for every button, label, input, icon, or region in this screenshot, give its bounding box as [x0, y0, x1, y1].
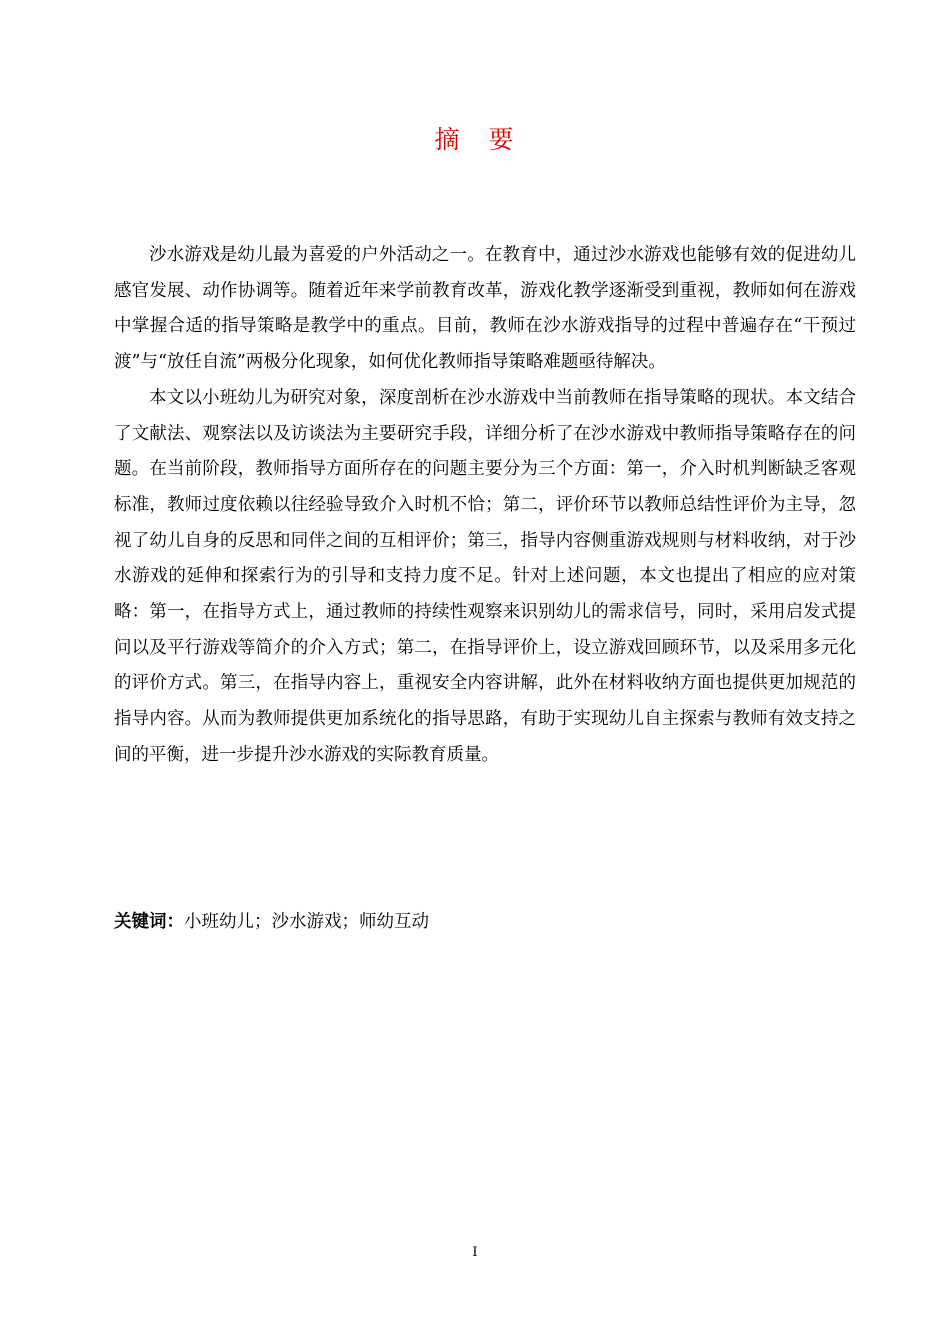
page-number: I: [472, 1245, 478, 1260]
keywords-label: 关键词：: [114, 912, 184, 932]
abstract-title: 摘 要: [434, 125, 516, 154]
keywords-line: [114, 906, 856, 938]
abstract-paragraph-2: 本文以小班幼儿为研究对象，深度剖析在沙水游戏中当前教师在指导策略的现状。本文结合了文献法、观察法以及访谈法为主要研究手段，详细分析了在沙水游戏中教师指导策略存在的问题。在当前阶段，教师指导方面所存在的问题主要分为三个方面：第一，介入时机判断缺乏客观标准，教师过度依赖以往经验导致介入时机不恰；第二，评价环节以教师总结性评价为主导，忽视了幼儿自身的反思和同伴之间的互相评价；第三，指导内容侧重游戏规则与材料收纳，对于沙水游戏的延伸和探索行为的引导和支持力度不足。针对上述问题，本文也提出了相应的应对策略：第一，在指导方式上，通过教师的持续性观察来识别幼儿的需求信号，同时，采用启发式提问以及平行游戏等简介的介入方式；第二，在指导评价上，设立游戏回顾环节，以及采用多元化的评价方式。第三，在指导内容上，重视安全内容讲解，此外在材料收纳方面也提供更加规范的指导内容。从而为教师提供更加系统化的指导思路，有助于实现幼儿自主探索与教师有效支持之间的平衡，进一步提升沙水游戏的实际教育质量。: [114, 387, 856, 765]
keywords-value: 小班幼儿；沙水游戏；师幼互动: [184, 912, 429, 932]
abstract-body: [114, 238, 856, 774]
abstract-paragraph-1: 沙水游戏是幼儿最为喜爱的户外活动之一。在教育中，通过沙水游戏也能够有效的促进幼儿感官发展、动作协调等。随着近年来学前教育改革，游戏化教学逐渐受到重视，教师如何在游戏中掌握合适的指导策略是教学中的重点。目前，教师在沙水游戏指导的过程中普遍存在“干预过渡”与“放任自流”两极分化现象，如何优化教师指导策略难题亟待解决。: [114, 245, 856, 373]
